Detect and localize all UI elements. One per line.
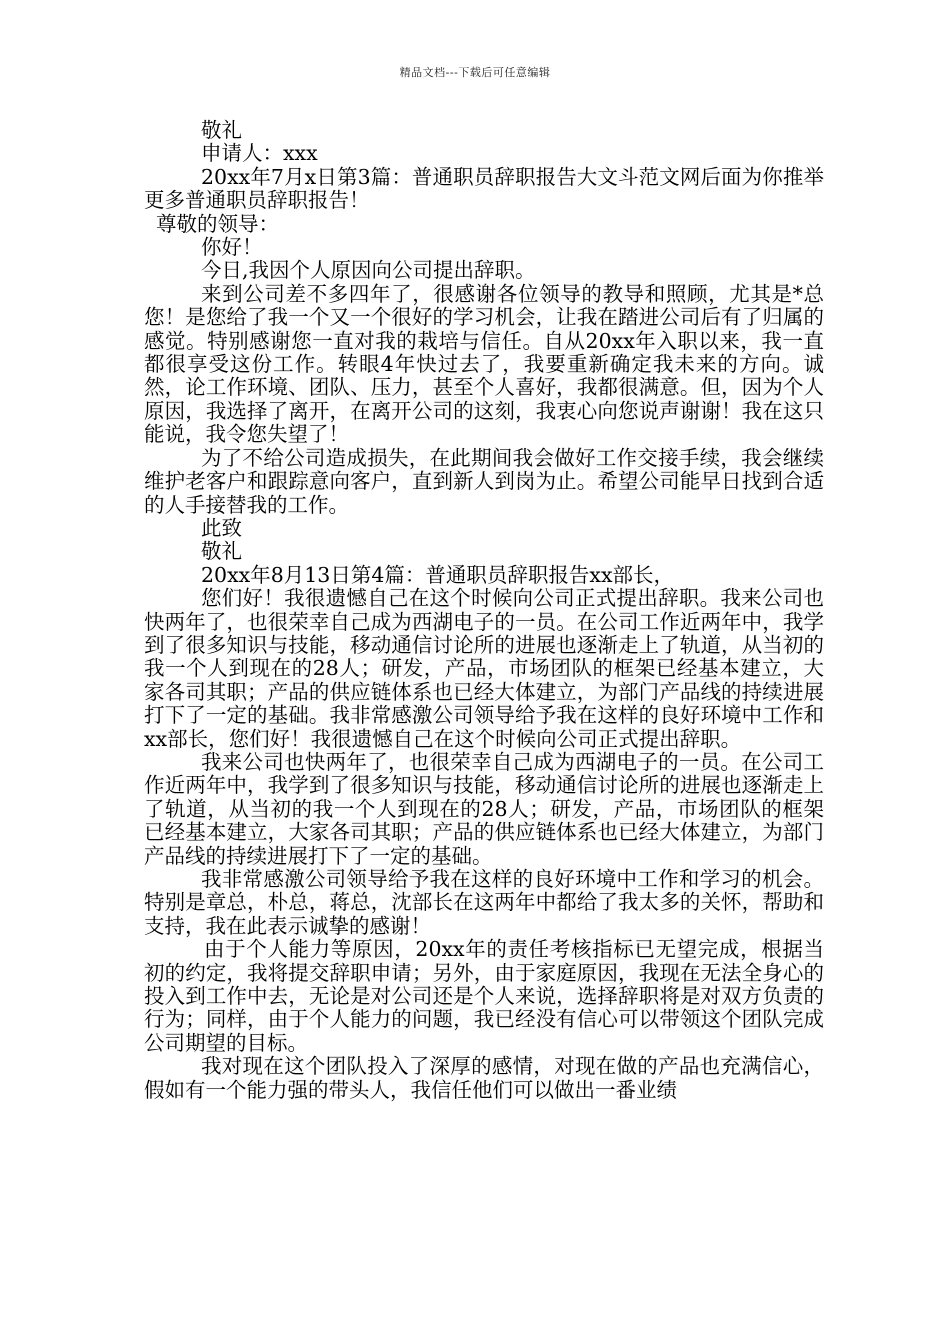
paragraph: 由于个人能力等原因，20xx年的责任考核指标已无望完成，根据当初的约定，我将提交辞职申请；另外，由于家庭原因，我现在无法全身心的投入到工作中去，无论是对公司还是个人来说，选择辞职将是对双方负责的行为；同样，由于个人能力的问题，我已经没有信心可以带领这个团队完成公司期望的目标。	[144, 937, 824, 1055]
paragraph: 申请人：xxx	[201, 141, 318, 166]
paragraph: 20xx年8月13日第4篇：普通职员辞职报告xx部长，	[201, 562, 675, 587]
document-body	[144, 119, 824, 1102]
paragraph: 20xx年7月x日第3篇：普通职员辞职报告大文斗范文网后面为你推举更多普通职员辞职报告！	[144, 164, 824, 213]
paragraph: 敬礼	[201, 118, 242, 142]
paragraph: 为了不给公司造成损失，在此期间我会做好工作交接手续，我会继续维护老客户和跟踪意向客户，直到新人到岗为止。希望公司能早日找到合适的人手接替我的工作。	[144, 445, 824, 517]
paragraph: 敬礼	[201, 539, 242, 564]
paragraph: 尊敬的领导：	[156, 211, 279, 236]
paragraph: 我非常感激公司领导给予我在这样的良好环境中工作和学习的机会。特别是章总，朴总，蒋总，沈部长在这两年中都给了我太多的关怀，帮助和支持，我在此表示诚挚的感谢！	[144, 867, 824, 938]
paragraph: 我对现在这个团队投入了深厚的感情，对现在做的产品也充满信心，假如有一个能力强的带头人，我信任他们可以做出一番业绩	[144, 1054, 824, 1102]
paragraph: 我来公司也快两年了，也很荣幸自己成为西湖电子的一员。在公司工作近两年中，我学到了很多知识与技能，移动通信讨论所的进展也逐渐走上了轨道，从当初的我一个人到现在的28人；研发，产品，市场团队的框架已经基本建立，大家各司其职；产品的供应链体系也已经大体建立，为部门产品线的持续进展打下了一定的基础。	[144, 749, 824, 868]
paragraph: 你好！	[201, 235, 263, 260]
paragraph: 今日,我因个人原因向公司提出辞职。	[201, 258, 536, 283]
paragraph: 来到公司差不多四年了，很感谢各位领导的教导和照顾，尤其是*总您！是您给了我一个又一个很好的学习机会，让我在踏进公司后有了归属的感觉。特别感谢您一直对我的栽培与信任。自从20xx年入职以来，我一直都很享受这份工作。转眼4年快过去了，我要重新确定我未来的方向。诚然，论工作环境、团队、压力，甚至个人喜好，我都很满意。但，因为个人原因，我选择了离开，在离开公司的这刻，我衷心向您说声谢谢！我在这只能说，我令您失望了！	[144, 281, 824, 447]
paragraph: 此致	[201, 515, 242, 540]
paragraph: 您们好！我很遗憾自己在这个时候向公司正式提出辞职。我来公司也快两年了，也很荣幸自己成为西湖电子的一员。在公司工作近两年中，我学到了很多知识与技能，移动通信讨论所的进展也逐渐走上了轨道，从当初的我一个人到现在的28人；研发，产品，市场团队的框架已经基本建立，大家各司其职；产品的供应链体系也已经大体建立，为部门产品线的持续进展打下了一定的基础。我非常感激公司领导给予我在这样的良好环境中工作和xx部长，您们好！我很遗憾自己在这个时候向公司正式提出辞职。	[144, 586, 824, 751]
page-header: 精品文档---下载后可任意编辑	[399, 66, 551, 79]
